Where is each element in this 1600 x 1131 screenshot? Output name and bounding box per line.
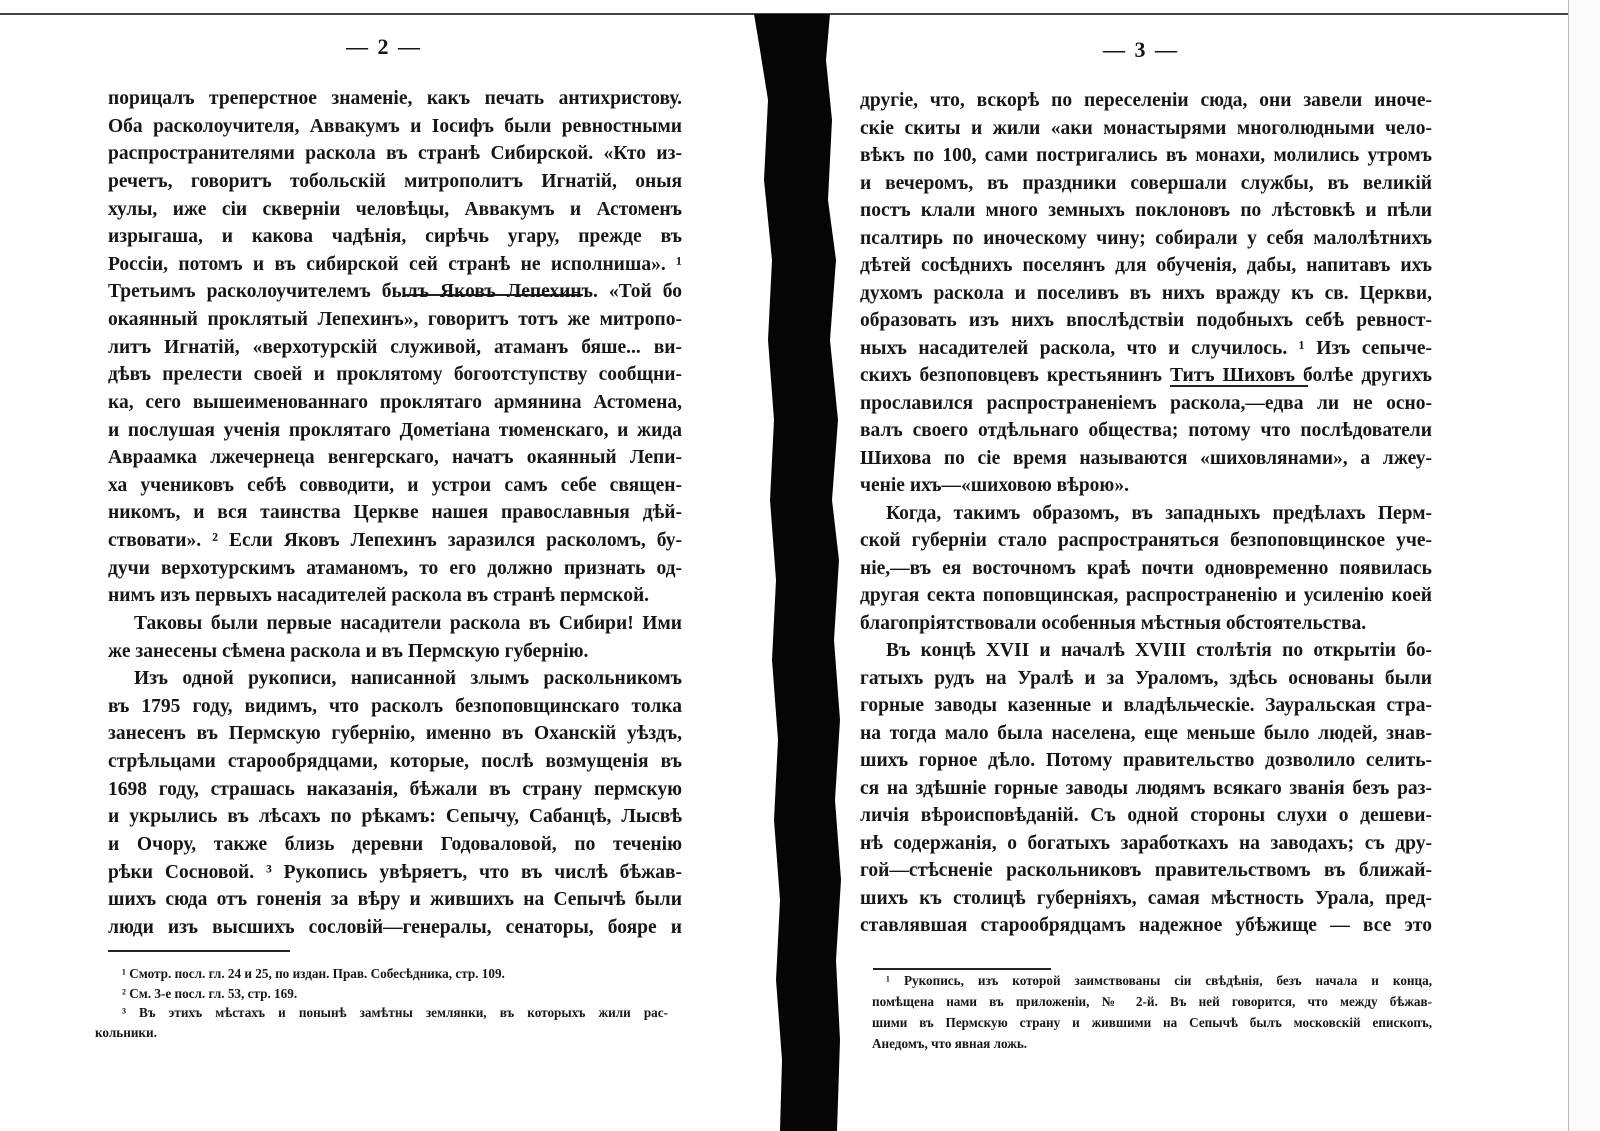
- text-line: никомъ, и вся таинства Церкве нашея православныя дѣй-: [108, 502, 682, 524]
- text-line: ской губерніи стало распространяться безпоповщинское уче-: [860, 530, 1432, 551]
- text-line: скіе скиты и жили «аки монастырями многолюдными чело-: [860, 117, 1432, 139]
- text-line: другіе, что, вскорѣ по переселеніи сюда, они завели иноче-: [860, 90, 1432, 111]
- text-line: другая секта поповщинская, распространенію и усиленію коей: [860, 585, 1432, 606]
- text-line: валъ своего отдѣльнаго общества; потому что послѣдователи: [860, 420, 1432, 441]
- text-line: прославился распространеніемъ раскола,—едва ли не осно-: [860, 392, 1432, 414]
- text-line: нимъ изъ первыхъ насадителей раскола въ странѣ пермской.: [108, 585, 650, 607]
- text-line: гатыхъ рудъ на Уралѣ и за Ураломъ, здѣсь основаны были: [860, 667, 1432, 689]
- text-line: въ 1795 году, видимъ, что расколъ безпоповщинскаго толка: [108, 695, 682, 717]
- text-line: и вечеромъ, въ праздники совершали службы, въ великій: [860, 172, 1432, 194]
- footnote: ¹ Рукопись, изъ которой заимствованы сіи свѣдѣнія, безъ начала и конца,: [886, 973, 1432, 988]
- text-line: ныхъ насадителей раскола, что и случилось. ¹ Изъ сепыче-: [860, 337, 1432, 359]
- text-line: дѣвъ прелести своей и проклятому богоотступству сообщни-: [108, 364, 682, 386]
- page-right-edge: [1568, 0, 1600, 1131]
- text-line: Россіи, потомъ и въ сибирской сей странѣ не исполниша». ¹: [108, 253, 682, 275]
- text-line: вѣкъ по 100, сами постригались въ монахи, молились утромъ: [860, 145, 1432, 166]
- footnote: ³ Въ этихъ мѣстахъ и понынѣ замѣтны землянки, въ которыхъ жили рас-: [122, 1005, 668, 1020]
- text-line: занесенъ въ Пермскую губернію, именно въ Оханскій уѣздъ,: [108, 723, 682, 745]
- text-line: нѣ содержанія, о богатыхъ заработкахъ на заводахъ; съ дру-: [860, 832, 1432, 854]
- text-line: скихъ безпоповцевъ крестьянинъ Титъ Шиховъ болѣе другихъ: [860, 365, 1432, 386]
- text-line: Авраамка лжечернеца венгерскаго, начатъ окаянный Лепи-: [108, 447, 682, 469]
- text-line: окаянный проклятый Лепехинъ», говоритъ тотъ же митропо-: [108, 309, 682, 331]
- text-line: распространителями раскола въ странѣ Сибирской. «Кто из-: [108, 143, 682, 165]
- footnote: ¹ Смотр. посл. гл. 24 и 25, по издан. Прав. Собесѣдника, стр. 109.: [122, 966, 505, 981]
- footnote: шими въ Пермскую страну и жившими на Сепычѣ былъ московскій епископъ,: [872, 1015, 1432, 1030]
- text-line: речетъ, говоритъ тобольскій митрополитъ Игнатій, оныя: [108, 170, 682, 192]
- footnote: ² См. 3-е посл. гл. 53, стр. 169.: [122, 985, 298, 1001]
- text-line: постъ клали много земныхъ поклоновъ по лѣстовкѣ и пѣли: [860, 200, 1432, 221]
- text-line: Изъ одной рукописи, написанной злымъ раскольникомъ: [134, 668, 682, 690]
- text-line: на тогда мало была населена, еще меньше было людей, знав-: [860, 722, 1432, 744]
- page-number: — 2 —: [346, 34, 422, 59]
- text-line: ствовати». ² Если Яковъ Лепехинъ заразился расколомъ, бу-: [108, 530, 682, 552]
- text-line: ся на здѣшніе горные заводы людямъ всякаго званія безъ раз-: [860, 777, 1432, 799]
- text-line: и послушая ученія проклятаго Дометіана тюменскаго, и жида: [108, 419, 682, 441]
- text-line: горные заводы казенные и владѣльческіе. Зауральская стра-: [860, 695, 1432, 716]
- footnote-separator: [873, 968, 1051, 970]
- text-line: Когда, такимъ образомъ, въ западныхъ предѣлахъ Перм-: [886, 502, 1432, 524]
- page-number: — 3 —: [1103, 37, 1179, 62]
- text-line: ченіе ихъ—«шиховою вѣрою».: [860, 475, 1129, 496]
- text-line: ставлявшая старообрядцамъ надежное убѣжище — все это: [860, 915, 1432, 936]
- text-line: Третьимъ расколоучителемъ былъ Яковъ Лепехинъ. «Той бо: [108, 281, 682, 303]
- text-line: Таковы были первые насадители раскола въ Сибири! Ими: [134, 612, 682, 634]
- text-line: Шихова по сіе время называются «шиховлянами», а лжеу-: [860, 447, 1432, 469]
- text-line: изрыгаша, и какова чадѣнія, сирѣчь угару, прежде въ: [108, 226, 682, 248]
- text-line: личія вѣроисповѣданій. Съ одной стороны слухи о дешеви-: [860, 805, 1432, 826]
- text-line: дѣтей сосѣднихъ поселянъ для обученія, дабы, напитавъ ихъ: [860, 255, 1432, 276]
- text-line: благопріятствовали особенныя мѣстныя обстоятельства.: [860, 612, 1367, 634]
- text-line: хулы, иже сіи скверніи человѣцы, Аввакумъ и Астоменъ: [108, 198, 682, 220]
- footnote: Анедомъ, что явная ложь.: [872, 1036, 1028, 1051]
- text-line: литъ Игнатій, «верхотурскій служивой, атаманъ бяше... ви-: [108, 336, 682, 358]
- text-line: дучи верхотурскимъ атаманомъ, то его должно признать од-: [108, 557, 682, 579]
- text-line: ка, сего вышеименованнаго проклятаго армянина Астомена,: [108, 391, 682, 413]
- text-line: псалтирь по иноческому чину; собирали у себя малолѣтнихъ: [860, 227, 1432, 249]
- text-line: образовать изъ нихъ впослѣдствіи подобныхъ себѣ ревност-: [860, 310, 1432, 331]
- text-line: шихъ сюда отъ гоненія за вѣру и жившихъ на Сепычѣ были: [108, 889, 682, 911]
- text-line: и укрылись въ лѣсахъ по рѣкамъ: Сепычу, Сабанцѣ, Лысвѣ: [108, 806, 682, 828]
- text-line: Оба расколоучителя, Аввакумъ и Іосифъ были ревностными: [108, 115, 682, 137]
- text-line: ніе,—въ ея восточномъ краѣ почти одновременно появилась: [860, 557, 1432, 579]
- text-line: духомъ раскола и поселивъ въ нихъ вражду къ св. Церкви,: [860, 282, 1432, 304]
- text-line: рѣки Сосновой. ³ Рукопись увѣряетъ, что въ числѣ бѣжав-: [108, 861, 682, 883]
- footnote: помѣщена нами въ приложеніи, № 2-й. Въ ней говорится, что между бѣжав-: [872, 994, 1432, 1009]
- text-line: ха учениковъ себѣ совводити, и устрои самъ себе священ-: [108, 474, 682, 496]
- text-line: стрѣльцами старообрядцами, которые, послѣ возмущенія въ: [108, 751, 682, 773]
- text-line: же занесены сѣмена раскола и въ Пермскую губернію.: [108, 640, 589, 662]
- text-line: гой—стѣсненіе раскольниковъ правительствомъ въ ближай-: [860, 860, 1432, 881]
- text-line: и Очору, также близь деревни Годоваловой, по теченію: [108, 834, 682, 855]
- book-gutter-shadow: [740, 0, 850, 1131]
- footnote: кольники.: [95, 1024, 157, 1040]
- text-line: порицалъ треперстное знаменіе, какъ печать антихристову.: [108, 88, 682, 109]
- text-line: шихъ горное дѣло. Потому правительство дозволило селить-: [860, 750, 1432, 771]
- footnote-separator: [108, 950, 290, 952]
- text-line: 1698 году, страшась наказанія, бѣжали въ страну пермскую: [108, 778, 682, 800]
- text-line: люди изъ высшихъ сословій—генералы, сенаторы, бояре и: [108, 916, 682, 938]
- text-line: шихъ къ столицѣ губерніяхъ, самая мѣстность Урала, пред-: [860, 887, 1432, 909]
- text-line: Въ концѣ XVII и началѣ XVIII столѣтія по открытіи бо-: [886, 640, 1432, 661]
